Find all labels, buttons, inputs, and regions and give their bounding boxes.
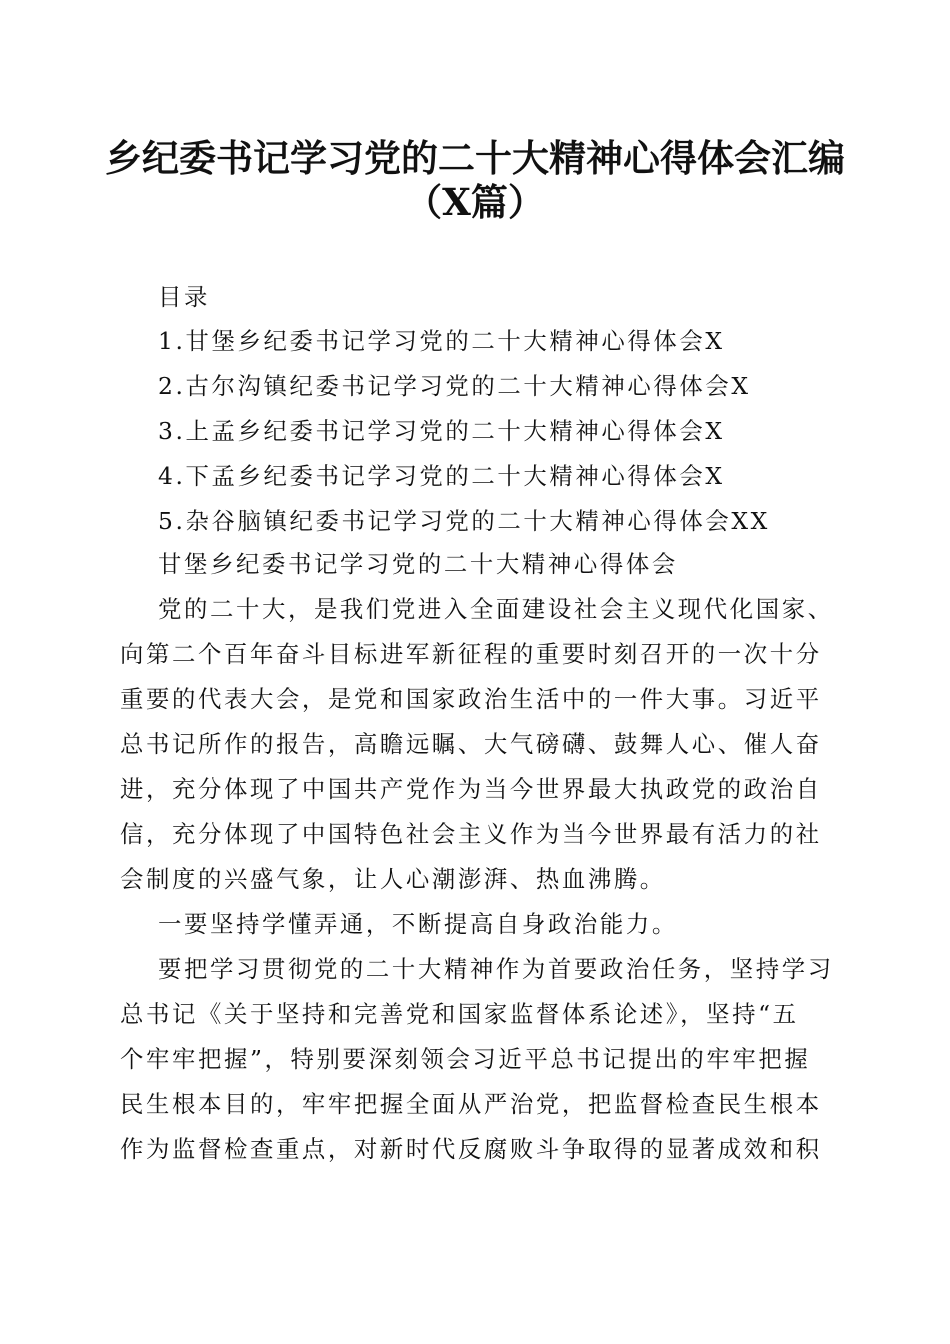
body-line: 个牢牢把握”，特别要深刻领会习近平总书记提出的牢牢把握 — [120, 1045, 811, 1073]
toc-item: 3.上孟乡纪委书记学习党的二十大精神心得体会X — [158, 417, 725, 445]
toc-item: 2.古尔沟镇纪委书记学习党的二十大精神心得体会X — [158, 372, 751, 400]
body-line: 向第二个百年奋斗目标进军新征程的重要时刻召开的一次十分 — [120, 640, 822, 668]
body-line: 进，充分体现了中国共产党作为当今世界最大执政党的政治自 — [120, 775, 822, 803]
body-line: 重要的代表大会，是党和国家政治生活中的一件大事。习近平 — [120, 685, 822, 713]
document-title-count: （X篇） — [405, 180, 545, 224]
document-title: 乡纪委书记学习党的二十大精神心得体会汇编 — [105, 136, 845, 180]
body-line: 总书记《关于坚持和完善党和国家监督体系论述》，坚持“五 — [120, 1000, 799, 1028]
body-line: 总书记所作的报告，高瞻远瞩、大气磅礴、鼓舞人心、催人奋 — [120, 730, 822, 758]
toc-item: 1.甘堡乡纪委书记学习党的二十大精神心得体会X — [158, 327, 725, 355]
body-line: 民生根本目的，牢牢把握全面从严治党，把监督检查民生根本 — [120, 1090, 822, 1118]
toc-item: 4.下孟乡纪委书记学习党的二十大精神心得体会X — [158, 462, 725, 490]
body-line: 信，充分体现了中国特色社会主义作为当今世界最有活力的社 — [120, 820, 822, 848]
body-line: 作为监督检查重点，对新时代反腐败斗争取得的显著成效和积 — [120, 1135, 822, 1163]
body-line: 要把学习贯彻党的二十大精神作为首要政治任务，坚持学习 — [158, 955, 834, 983]
body-line: 会制度的兴盛气象，让人心潮澎湃、热血沸腾。 — [120, 865, 666, 893]
toc-item: 5.杂谷脑镇纪委书记学习党的二十大精神心得体会XX — [158, 507, 770, 535]
section-title: 甘堡乡纪委书记学习党的二十大精神心得体会 — [158, 550, 678, 578]
body-line: 党的二十大，是我们党进入全面建设社会主义现代化国家、 — [158, 595, 834, 623]
toc-heading: 目录 — [158, 283, 210, 311]
body-line: 一要坚持学懂弄通，不断提高自身政治能力。 — [158, 910, 678, 938]
